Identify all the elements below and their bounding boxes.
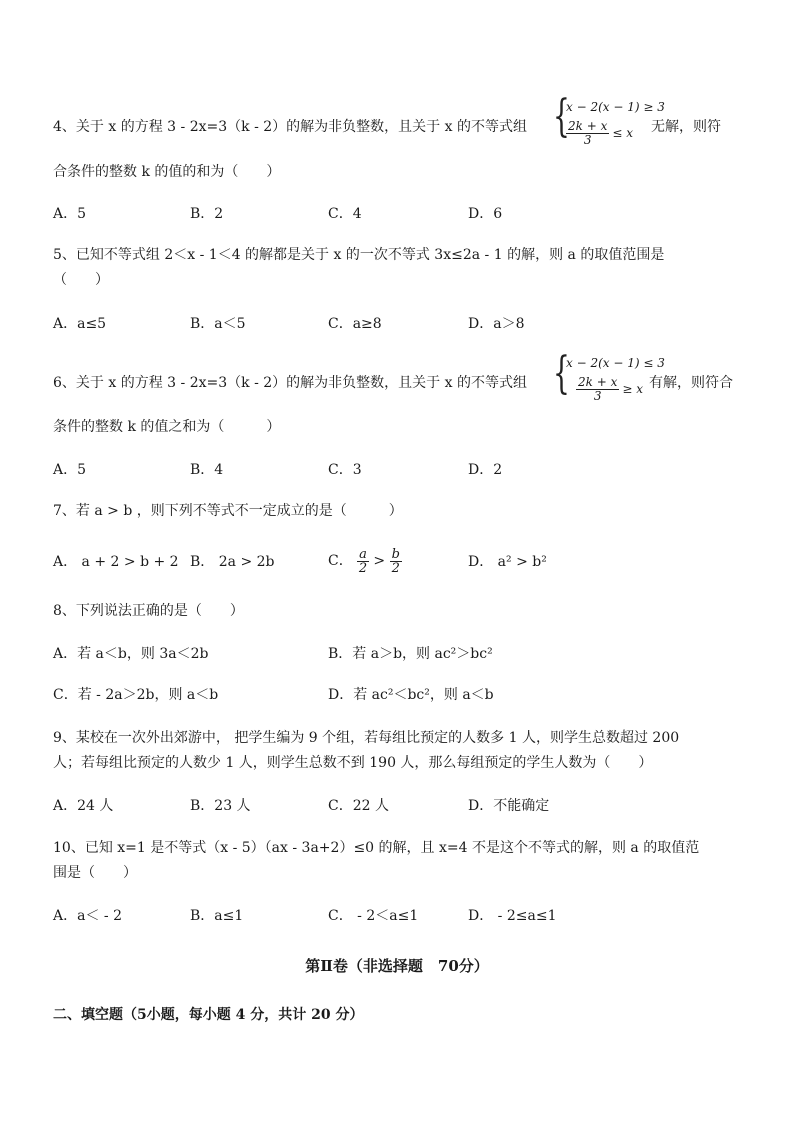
q10-option-d[interactable]: D． - 2≤a≤1	[468, 908, 557, 924]
q6-system-line2: $\frac{2k + x}{3}$ ≥ x	[578, 375, 643, 403]
q9-option-c[interactable]: C．22 人	[328, 798, 389, 814]
q6-system-line1: x − 2(x − 1) ≤ 3	[566, 356, 665, 370]
q4-brace: {	[553, 91, 570, 142]
q5-option-d[interactable]: D．a＞8	[468, 316, 525, 332]
q7-stem: 7、若 a > b ，则下列不等式不一定成立的是（ ）	[53, 503, 403, 519]
q4-system-line1: x − 2(x − 1) ≥ 3	[566, 100, 665, 114]
q10-stem-line1: 10、已知 x=1 是不等式（x - 5）（ax - 3a+2）≤0 的解，且 x=4 不是这个不等式的解，则 a 的取值范	[53, 840, 700, 856]
q8-option-b[interactable]: B．若 a＞b，则 ac²＞bc²	[328, 646, 493, 662]
q5-stem-line1: 5、已知不等式组 2＜x - 1＜4 的解都是关于 x 的一次不等式 3x≤2a - 1 的解，则 a 的取值范围是	[53, 247, 665, 263]
q4-option-b[interactable]: B．2	[190, 206, 224, 222]
part-heading: 二、填空题（5小题，每小题 4 分，共计 20 分）	[53, 1007, 364, 1023]
q10-option-c[interactable]: C． - 2＜a≤1	[328, 908, 419, 924]
q9-option-b[interactable]: B．23 人	[190, 798, 251, 814]
q10-option-a[interactable]: A．a＜ - 2	[53, 908, 122, 924]
q7-option-d[interactable]: D． a² > b²	[468, 554, 547, 570]
q5-option-a[interactable]: A．a≤5	[53, 316, 107, 332]
q9-stem-line1: 9、某校在一次外出郊游中， 把学生编为 9 个组，若每组比预定的人数多 1 人，则学生总数超过 200	[53, 730, 680, 746]
q10-option-b[interactable]: B．a≤1	[190, 908, 244, 924]
q6-option-d[interactable]: D．2	[468, 462, 503, 478]
q4-stem-tail: 无解，则符	[651, 119, 721, 135]
q4-stem-line1: 4、关于 x 的方程 3 - 2x=3（k - 2）的解为非负整数，且关于 x 的不等式组	[53, 119, 527, 135]
section-title: 第Ⅱ卷（非选择题 70分）	[305, 957, 489, 975]
q8-option-a[interactable]: A．若 a＜b，则 3a＜2b	[53, 646, 209, 662]
q9-stem-line2: 人；若每组比预定的人数少 1 人，则学生总数不到 190 人，那么每组预定的学生人数为（ ）	[53, 755, 653, 771]
q8-option-c[interactable]: C．若 - 2a＞2b，则 a＜b	[53, 687, 219, 703]
q4-option-d[interactable]: D．6	[468, 206, 503, 222]
q9-option-a[interactable]: A．24 人	[53, 798, 114, 814]
q7-option-b[interactable]: B． 2a > 2b	[190, 554, 275, 570]
q6-option-c[interactable]: C．3	[328, 462, 362, 478]
q6-brace: {	[553, 348, 570, 399]
q5-option-b[interactable]: B．a＜5	[190, 316, 246, 332]
q8-stem: 8、下列说法正确的是（ ）	[53, 603, 244, 619]
q4-option-c[interactable]: C．4	[328, 206, 362, 222]
q9-option-d[interactable]: D．不能确定	[468, 798, 550, 814]
q5-option-c[interactable]: C．a≥8	[328, 316, 382, 332]
q10-stem-line2: 围是（ ）	[53, 865, 137, 881]
q6-stem-line1: 6、关于 x 的方程 3 - 2x=3（k - 2）的解为非负整数，且关于 x 的不等式组	[53, 375, 527, 391]
q4-system-line2: $\frac{2k + x}{3}$ ≤ x	[568, 119, 633, 147]
q5-stem-line2: （ ）	[53, 272, 109, 288]
q4-option-a[interactable]: A．5	[53, 206, 87, 222]
q4-stem-line2: 合条件的整数 k 的值的和为（ ）	[53, 164, 281, 180]
q7-option-a[interactable]: A． a + 2 > b + 2	[53, 554, 179, 570]
q6-stem-tail: 有解，则符合	[649, 375, 733, 391]
q6-stem-line2: 条件的整数 k 的值之和为（ ）	[53, 419, 281, 435]
q6-option-b[interactable]: B．4	[190, 462, 224, 478]
q6-option-a[interactable]: A．5	[53, 462, 87, 478]
q8-option-d[interactable]: D．若 ac²＜bc²，则 a＜b	[328, 687, 494, 703]
q7-option-c[interactable]: C． $\frac{a}{2}$ > $\frac{b}{2}$	[328, 546, 400, 576]
